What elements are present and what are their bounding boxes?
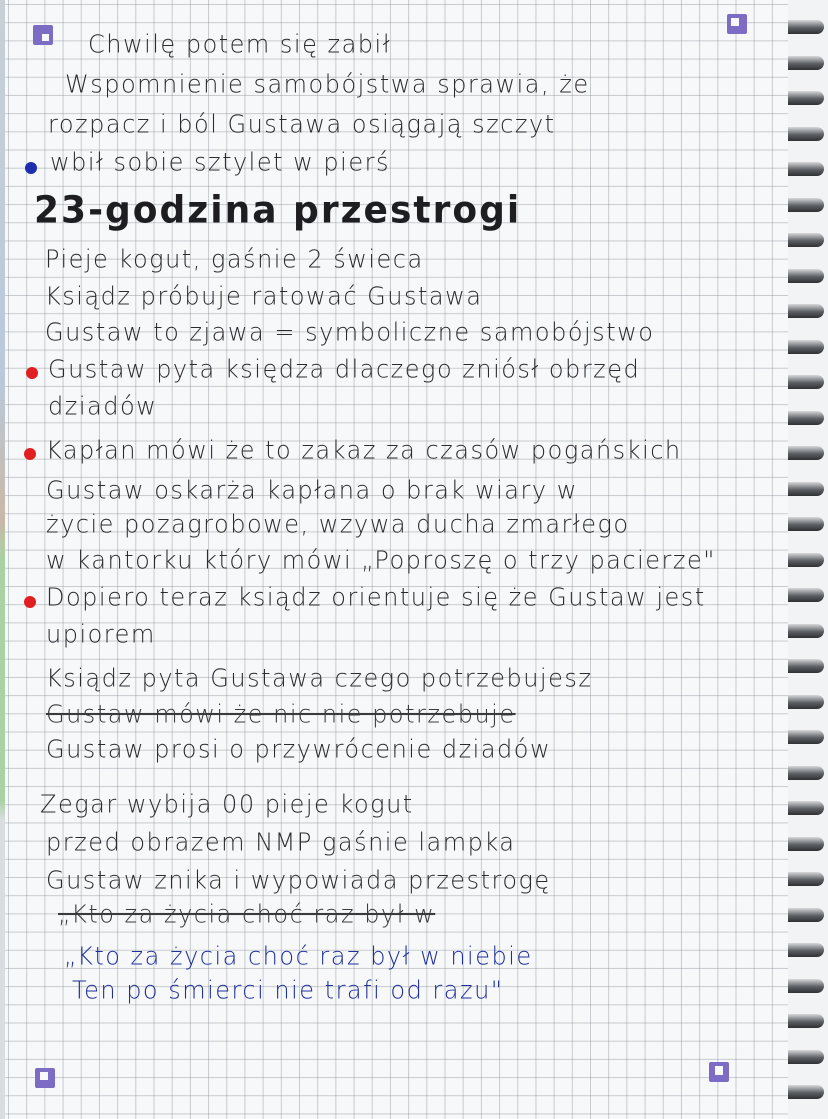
- spiral-ring-icon: [788, 872, 824, 886]
- note-line: Pieje kogut, gaśnie 2 świeca: [45, 244, 424, 274]
- quote-line: „Kto za życia choć raz był w niebie: [64, 941, 533, 971]
- spiral-ring-icon: [788, 1014, 824, 1028]
- red-bullet-icon: [26, 367, 38, 379]
- note-line: Kapłan mówi że to zakaz za czasów pogańskich: [46, 435, 682, 465]
- note-line: rozpacz i ból Gustawa osiągają szczyt: [48, 109, 556, 139]
- spiral-ring-icon: [788, 411, 824, 425]
- page-edge: [0, 0, 5, 1119]
- spiral-ring-icon: [788, 127, 824, 141]
- spiral-ring-icon: [788, 233, 824, 247]
- spiral-ring-icon: [788, 730, 824, 744]
- note-line: Gustaw oskarża kapłana o brak wiary w: [46, 475, 578, 505]
- note-line: Ksiądz pyta Gustawa czego potrzebujesz: [46, 663, 593, 693]
- struck-note-line: Gustaw mówi że nic nie potrzebuje: [46, 699, 516, 729]
- note-line: Gustaw prosi o przywrócenie dziadów: [46, 734, 552, 764]
- spiral-binding: [788, 0, 828, 1119]
- spiral-ring-icon: [788, 20, 824, 34]
- note-line: Zegar wybija 00 pieje kogut: [40, 789, 414, 819]
- spiral-ring-icon: [788, 801, 824, 815]
- note-line: Wspomnienie samobójstwa sprawia, że: [65, 69, 590, 99]
- spiral-ring-icon: [788, 1085, 824, 1099]
- note-line: dziadów: [48, 391, 158, 421]
- spiral-ring-icon: [788, 837, 824, 851]
- spiral-ring-icon: [788, 943, 824, 957]
- spiral-ring-icon: [788, 340, 824, 354]
- note-line: w kantorku który mówi „Poproszę o trzy pacierze": [46, 545, 716, 575]
- note-line: przed obrazem NMP gaśnie lampka: [46, 827, 516, 857]
- note-line: życie pozagrobowe, wzywa ducha zmarłego: [46, 509, 630, 539]
- blue-bullet-icon: [25, 162, 37, 174]
- spiral-ring-icon: [788, 269, 824, 283]
- spiral-ring-icon: [788, 91, 824, 105]
- note-line: wbił sobie sztylet w pierś: [50, 147, 390, 177]
- spiral-ring-icon: [788, 482, 824, 496]
- note-line: Gustaw pyta księdza dlaczego zniósł obrzęd: [48, 354, 641, 384]
- spiral-ring-icon: [788, 56, 824, 70]
- spiral-ring-icon: [788, 766, 824, 780]
- corner-marker-icon: [35, 1068, 55, 1088]
- corner-marker-icon: [727, 14, 747, 34]
- red-bullet-icon: [24, 596, 36, 608]
- spiral-ring-icon: [788, 304, 824, 318]
- spiral-ring-icon: [788, 198, 824, 212]
- spiral-ring-icon: [788, 1050, 824, 1064]
- red-bullet-icon: [24, 448, 36, 460]
- note-line: Gustaw to zjawa = symboliczne samobójstwo: [45, 317, 655, 347]
- note-line: Gustaw znika i wypowiada przestrogę: [46, 865, 551, 895]
- spiral-ring-icon: [788, 695, 824, 709]
- spiral-ring-icon: [788, 553, 824, 567]
- section-heading: 23-godzina przestrogi: [34, 188, 522, 233]
- spiral-ring-icon: [788, 624, 824, 638]
- note-line: upiorem: [46, 619, 156, 649]
- spiral-ring-icon: [788, 659, 824, 673]
- spiral-ring-icon: [788, 375, 824, 389]
- corner-marker-icon: [33, 25, 53, 45]
- spiral-ring-icon: [788, 588, 824, 602]
- spiral-ring-icon: [788, 162, 824, 176]
- note-line: Dopiero teraz ksiądz orientuje się że Gustaw jest: [46, 582, 706, 612]
- note-line: Chwilę potem się zabił: [88, 29, 392, 59]
- note-line: Ksiądz próbuje ratować Gustawa: [45, 281, 483, 311]
- struck-note-line: „Kto za życia choć raz był w: [58, 899, 436, 929]
- spiral-ring-icon: [788, 908, 824, 922]
- spiral-ring-icon: [788, 979, 824, 993]
- quote-line: Ten po śmierci nie trafi od razu": [72, 975, 504, 1005]
- spiral-ring-icon: [788, 517, 824, 531]
- spiral-ring-icon: [788, 446, 824, 460]
- corner-marker-icon: [709, 1062, 729, 1082]
